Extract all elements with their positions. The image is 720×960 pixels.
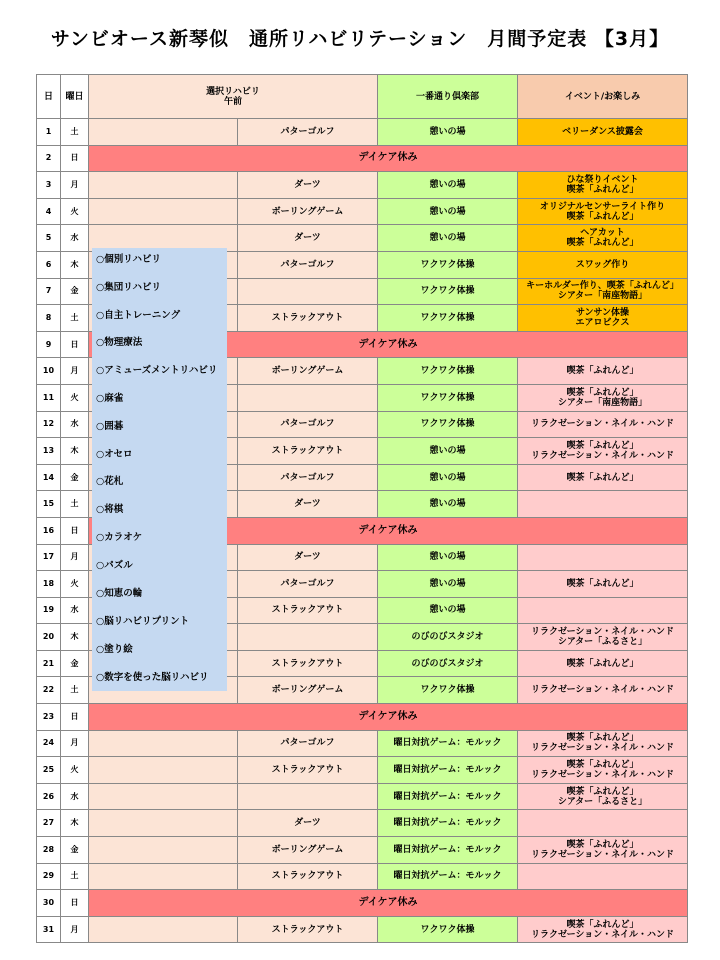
day-cell: 15	[37, 491, 61, 518]
day-cell: 28	[37, 837, 61, 864]
am-select-cell	[89, 916, 238, 943]
am-activity-cell: ストラックアウト	[238, 597, 378, 624]
pm-activity-cell: 憩いの場	[378, 597, 518, 624]
event-cell	[518, 810, 688, 837]
weekday-cell: 木	[61, 810, 89, 837]
event-cell	[518, 863, 688, 890]
pm-activity-cell: 憩いの場	[378, 571, 518, 598]
event-cell: 喫茶「ふれんど」 リラクゼーション・ネイル・ハンド	[518, 757, 688, 784]
day-cell: 20	[37, 624, 61, 651]
pm-activity-cell: 曜日対抗ゲーム：モルック	[378, 757, 518, 784]
selectable-rehab-menu	[92, 248, 227, 691]
pm-activity-cell: 憩いの場	[378, 464, 518, 491]
holiday-cell: デイケア休み	[89, 145, 688, 172]
day-cell: 14	[37, 464, 61, 491]
menu-item: ○知恵の輪	[96, 588, 143, 599]
pm-activity-cell: 憩いの場	[378, 119, 518, 146]
menu-item: ○自主トレーニング	[96, 310, 181, 321]
event-cell: 喫茶「ふれんど」 リラクゼーション・ネイル・ハンド	[518, 438, 688, 465]
day-cell: 5	[37, 225, 61, 252]
am-select-cell	[89, 198, 238, 225]
day-cell: 10	[37, 358, 61, 385]
day-cell: 23	[37, 704, 61, 731]
pm-activity-cell: ワクワク体操	[378, 677, 518, 704]
event-cell: 喫茶「ふれんど」	[518, 358, 688, 385]
weekday-cell: 日	[61, 704, 89, 731]
menu-item: ○オセロ	[96, 449, 133, 460]
pm-activity-cell: 憩いの場	[378, 172, 518, 199]
day-cell: 24	[37, 730, 61, 757]
weekday-cell: 火	[61, 384, 89, 411]
weekday-cell: 月	[61, 172, 89, 199]
day-cell: 16	[37, 517, 61, 544]
pm-activity-cell: ワクワク体操	[378, 916, 518, 943]
header-day: 日	[37, 75, 61, 119]
table-row	[37, 916, 688, 943]
weekday-cell: 火	[61, 198, 89, 225]
day-cell: 31	[37, 916, 61, 943]
holiday-cell: デイケア休み	[89, 704, 688, 731]
am-activity-cell	[238, 783, 378, 810]
table-row	[37, 119, 688, 146]
header-row	[37, 75, 688, 119]
am-activity-cell: パターゴルフ	[238, 464, 378, 491]
pm-activity-cell: 憩いの場	[378, 438, 518, 465]
menu-item: ○パズル	[96, 560, 133, 571]
day-cell: 17	[37, 544, 61, 571]
am-select-cell	[89, 783, 238, 810]
header-event: イベント/お楽しみ	[518, 75, 688, 119]
weekday-cell: 土	[61, 677, 89, 704]
day-cell: 26	[37, 783, 61, 810]
event-cell: ベリーダンス披露会	[518, 119, 688, 146]
am-activity-cell: ストラックアウト	[238, 863, 378, 890]
am-select-cell	[89, 863, 238, 890]
event-cell: 喫茶「ふれんど」	[518, 464, 688, 491]
am-activity-cell: ストラックアウト	[238, 438, 378, 465]
event-cell: ヘアカット 喫茶「ふれんど」	[518, 225, 688, 252]
weekday-cell: 水	[61, 411, 89, 438]
event-cell	[518, 544, 688, 571]
am-activity-cell: パターゴルフ	[238, 119, 378, 146]
pm-activity-cell: ワクワク体操	[378, 411, 518, 438]
weekday-cell: 土	[61, 119, 89, 146]
day-cell: 6	[37, 251, 61, 278]
day-cell: 18	[37, 571, 61, 598]
weekday-cell: 月	[61, 730, 89, 757]
weekday-cell: 水	[61, 225, 89, 252]
weekday-cell: 火	[61, 571, 89, 598]
am-activity-cell: パターゴルフ	[238, 411, 378, 438]
day-cell: 27	[37, 810, 61, 837]
am-activity-cell	[238, 624, 378, 651]
weekday-cell: 土	[61, 305, 89, 332]
pm-activity-cell: ワクワク体操	[378, 384, 518, 411]
menu-item: ○数字を使った脳リハビリ	[96, 672, 209, 683]
pm-activity-cell: 憩いの場	[378, 225, 518, 252]
pm-activity-cell: ワクワク体操	[378, 305, 518, 332]
menu-item: ○麻雀	[96, 393, 124, 404]
holiday-row	[37, 704, 688, 731]
am-activity-cell: ボーリングゲーム	[238, 198, 378, 225]
weekday-cell: 日	[61, 331, 89, 358]
pm-activity-cell: のびのびスタジオ	[378, 624, 518, 651]
am-activity-cell	[238, 384, 378, 411]
holiday-row	[37, 145, 688, 172]
table-row	[37, 198, 688, 225]
am-activity-cell: ストラックアウト	[238, 650, 378, 677]
am-activity-cell: ダーツ	[238, 225, 378, 252]
weekday-cell: 月	[61, 358, 89, 385]
pm-activity-cell: ワクワク体操	[378, 278, 518, 305]
day-cell: 29	[37, 863, 61, 890]
menu-item: ○物理療法	[96, 337, 143, 348]
pm-activity-cell: 憩いの場	[378, 491, 518, 518]
weekday-cell: 金	[61, 650, 89, 677]
day-cell: 11	[37, 384, 61, 411]
weekday-cell: 木	[61, 251, 89, 278]
pm-activity-cell: のびのびスタジオ	[378, 650, 518, 677]
day-cell: 25	[37, 757, 61, 784]
event-cell: サンサン体操 エアロビクス	[518, 305, 688, 332]
table-row	[37, 172, 688, 199]
am-select-cell	[89, 119, 238, 146]
weekday-cell: 木	[61, 624, 89, 651]
header-am: 選択リハビリ 午前	[89, 75, 378, 119]
day-cell: 7	[37, 278, 61, 305]
day-cell: 21	[37, 650, 61, 677]
weekday-cell: 木	[61, 438, 89, 465]
am-activity-cell: ダーツ	[238, 491, 378, 518]
event-cell: 喫茶「ふれんど」 リラクゼーション・ネイル・ハンド	[518, 916, 688, 943]
am-activity-cell: ストラックアウト	[238, 757, 378, 784]
am-activity-cell: ダーツ	[238, 172, 378, 199]
weekday-cell: 日	[61, 145, 89, 172]
event-cell: 喫茶「ふれんど」 シアター「ふるさと」	[518, 783, 688, 810]
pm-activity-cell: ワクワク体操	[378, 358, 518, 385]
weekday-cell: 土	[61, 491, 89, 518]
weekday-cell: 土	[61, 863, 89, 890]
pm-activity-cell: 憩いの場	[378, 198, 518, 225]
event-cell: 喫茶「ふれんど」 シアター「南座物語」	[518, 384, 688, 411]
header-pm: 一番通り倶楽部	[378, 75, 518, 119]
am-select-cell	[89, 837, 238, 864]
day-cell: 8	[37, 305, 61, 332]
event-cell	[518, 597, 688, 624]
pm-activity-cell: 曜日対抗ゲーム：モルック	[378, 730, 518, 757]
weekday-cell: 月	[61, 916, 89, 943]
table-row	[37, 837, 688, 864]
menu-item: ○脳リハビリプリント	[96, 616, 190, 627]
menu-item: ○集団リハビリ	[96, 282, 162, 293]
am-activity-cell: ボーリングゲーム	[238, 837, 378, 864]
day-cell: 30	[37, 890, 61, 917]
pm-activity-cell: 憩いの場	[378, 544, 518, 571]
day-cell: 2	[37, 145, 61, 172]
holiday-row	[37, 890, 688, 917]
holiday-cell: デイケア休み	[89, 517, 688, 544]
pm-activity-cell: 曜日対抗ゲーム：モルック	[378, 863, 518, 890]
event-cell: 喫茶「ふれんど」 リラクゼーション・ネイル・ハンド	[518, 730, 688, 757]
event-cell	[518, 491, 688, 518]
day-cell: 3	[37, 172, 61, 199]
pm-activity-cell: ワクワク体操	[378, 251, 518, 278]
am-select-cell	[89, 810, 238, 837]
weekday-cell: 月	[61, 544, 89, 571]
day-cell: 4	[37, 198, 61, 225]
event-cell: リラクゼーション・ネイル・ハンド	[518, 411, 688, 438]
weekday-cell: 水	[61, 597, 89, 624]
menu-item: ○将棋	[96, 504, 124, 515]
menu-item: ○個別リハビリ	[96, 254, 162, 265]
table-row	[37, 730, 688, 757]
table-row	[37, 783, 688, 810]
menu-item: ○花札	[96, 476, 124, 487]
event-cell: 喫茶「ふれんど」	[518, 650, 688, 677]
pm-activity-cell: 曜日対抗ゲーム：モルック	[378, 783, 518, 810]
header-weekday: 曜日	[61, 75, 89, 119]
am-select-cell	[89, 730, 238, 757]
day-cell: 22	[37, 677, 61, 704]
weekday-cell: 金	[61, 278, 89, 305]
day-cell: 19	[37, 597, 61, 624]
table-row	[37, 863, 688, 890]
menu-item: ○アミューズメントリハビリ	[96, 365, 218, 376]
am-activity-cell: ストラックアウト	[238, 305, 378, 332]
day-cell: 13	[37, 438, 61, 465]
am-activity-cell: ダーツ	[238, 544, 378, 571]
table-row	[37, 757, 688, 784]
weekday-cell: 金	[61, 464, 89, 491]
am-activity-cell: ストラックアウト	[238, 916, 378, 943]
holiday-cell: デイケア休み	[89, 890, 688, 917]
day-cell: 9	[37, 331, 61, 358]
weekday-cell: 日	[61, 890, 89, 917]
am-activity-cell	[238, 278, 378, 305]
am-activity-cell: パターゴルフ	[238, 571, 378, 598]
menu-item: ○カラオケ	[96, 532, 143, 543]
pm-activity-cell: 曜日対抗ゲーム：モルック	[378, 810, 518, 837]
am-activity-cell: ダーツ	[238, 810, 378, 837]
event-cell: ひな祭りイベント 喫茶「ふれんど」	[518, 172, 688, 199]
event-cell: リラクゼーション・ネイル・ハンド シアター「ふるさと」	[518, 624, 688, 651]
weekday-cell: 水	[61, 783, 89, 810]
event-cell: 喫茶「ふれんど」 リラクゼーション・ネイル・ハンド	[518, 837, 688, 864]
event-cell: スワッグ作り	[518, 251, 688, 278]
event-cell: オリジナルセンサーライト作り 喫茶「ふれんど」	[518, 198, 688, 225]
event-cell: キーホルダー作り、喫茶「ふれんど」 シアター「南座物語」	[518, 278, 688, 305]
am-activity-cell: ボーリングゲーム	[238, 677, 378, 704]
event-cell: 喫茶「ふれんど」	[518, 571, 688, 598]
page-title: サンビオース新琴似 通所リハビリテーション 月間予定表 【3月】	[50, 28, 670, 50]
am-select-cell	[89, 172, 238, 199]
day-cell: 1	[37, 119, 61, 146]
table-row	[37, 810, 688, 837]
am-activity-cell: パターゴルフ	[238, 730, 378, 757]
weekday-cell: 金	[61, 837, 89, 864]
am-select-cell	[89, 757, 238, 784]
day-cell: 12	[37, 411, 61, 438]
am-activity-cell: パターゴルフ	[238, 251, 378, 278]
event-cell: リラクゼーション・ネイル・ハンド	[518, 677, 688, 704]
holiday-cell: デイケア休み	[89, 331, 688, 358]
weekday-cell: 火	[61, 757, 89, 784]
pm-activity-cell: 曜日対抗ゲーム：モルック	[378, 837, 518, 864]
am-activity-cell: ボーリングゲーム	[238, 358, 378, 385]
weekday-cell: 日	[61, 517, 89, 544]
menu-item: ○囲碁	[96, 421, 124, 432]
menu-item: ○塗り絵	[96, 644, 133, 655]
